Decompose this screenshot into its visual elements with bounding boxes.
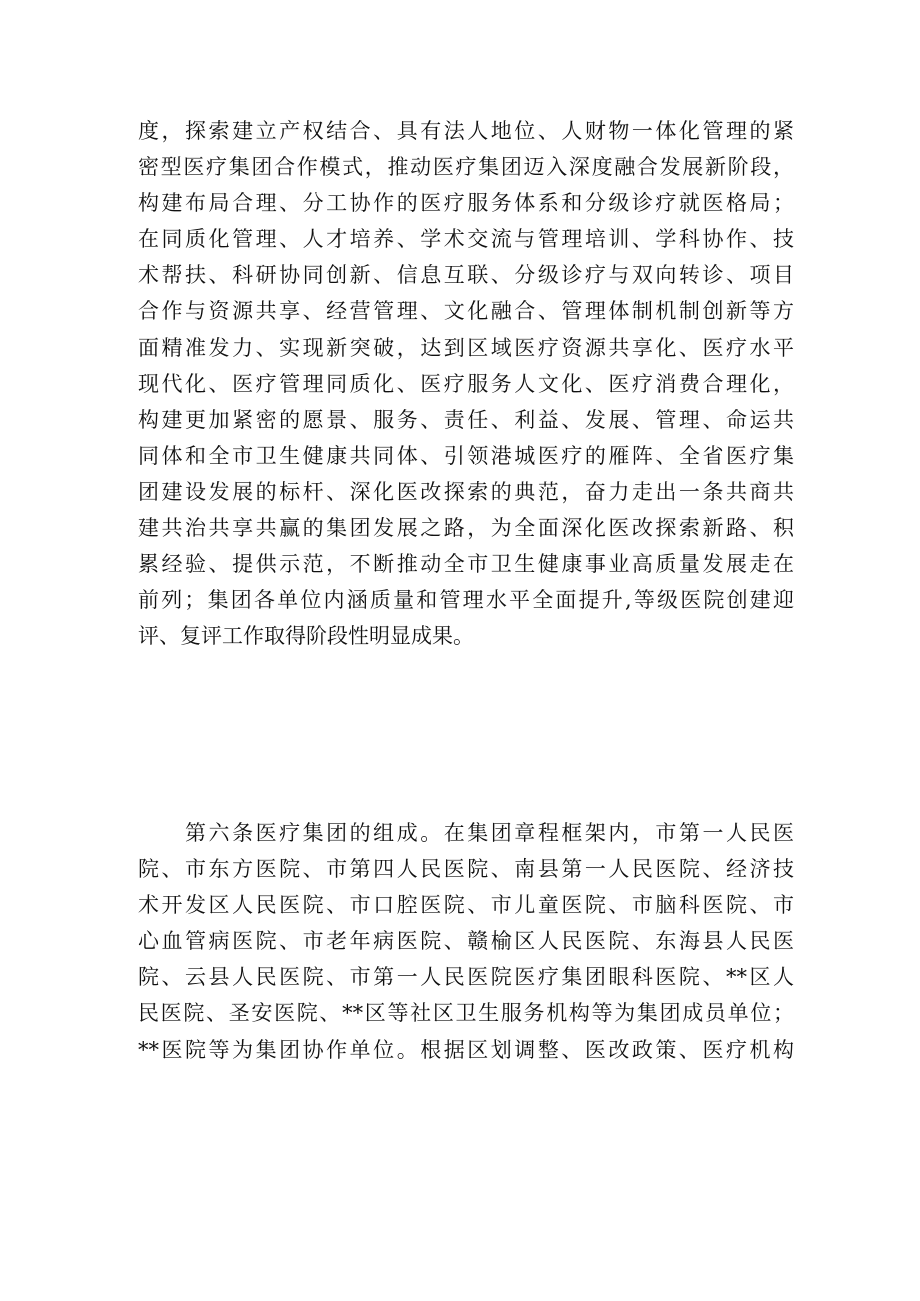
text-line: 累经验、提供示范，不断推动全市卫生健康事业高质量发展走在	[138, 552, 794, 577]
text-line: 术开发区人民医院、市口腔医院、市儿童医院、市脑科医院、市	[138, 893, 794, 918]
text-line: 构建更加紧密的愿景、服务、责任、利益、发展、管理、命运共	[138, 407, 794, 432]
text-line: 院、云县人民医院、市第一人民医院医疗集团眼科医院、**区人	[138, 965, 794, 990]
paragraph-1	[138, 113, 794, 654]
text-line: 心血管病医院、市老年病医院、赣榆区人民医院、东海县人民医	[138, 929, 794, 954]
text-line: **医院等为集团协作单位。根据区划调整、医改政策、医疗机构	[138, 1037, 794, 1062]
text-line: 密型医疗集团合作模式，推动医疗集团迈入深度融合发展新阶段，	[138, 155, 794, 180]
text-line: 院、市东方医院、市第四人民医院、南县第一人民医院、经济技	[138, 857, 794, 882]
text-line: 第六条医疗集团的组成。在集团章程框架内，市第一人民医	[138, 821, 794, 845]
text-line: 团建设发展的标杆、深化医改探索的典范，奋力走出一条共商共	[138, 479, 794, 504]
text-line: 度，探索建立产权结合、具有法人地位、人财物一体化管理的紧	[138, 119, 794, 143]
text-line: 构建布局合理、分工协作的医疗服务体系和分级诊疗就医格局；	[138, 191, 794, 216]
text-line: 评、复评工作取得阶段性明显成果。	[138, 624, 474, 649]
text-line: 民医院、圣安医院、**区等社区卫生服务机构等为集团成员单位；	[138, 1001, 794, 1026]
text-line: 同体和全市卫生健康共同体、引领港城医疗的雁阵、全省医疗集	[138, 443, 794, 468]
text-line: 术帮扶、科研协同创新、信息互联、分级诊疗与双向转诊、项目	[138, 263, 794, 288]
text-line: 现代化、医疗管理同质化、医疗服务人文化、医疗消费合理化，	[138, 371, 794, 396]
text-line: 在同质化管理、人才培养、学术交流与管理培训、学科协作、技	[138, 227, 794, 252]
paragraph-2	[138, 815, 794, 1068]
text-line: 合作与资源共享、经营管理、文化融合、管理体制机制创新等方	[138, 299, 794, 324]
text-line: 前列；集团各单位内涵质量和管理水平全面提升,等级医院创建迎	[138, 588, 794, 613]
text-line: 建共治共享共赢的集团发展之路，为全面深化医改探索新路、积	[138, 516, 794, 541]
text-line: 面精准发力、实现新突破，达到区域医疗资源共享化、医疗水平	[138, 335, 794, 360]
